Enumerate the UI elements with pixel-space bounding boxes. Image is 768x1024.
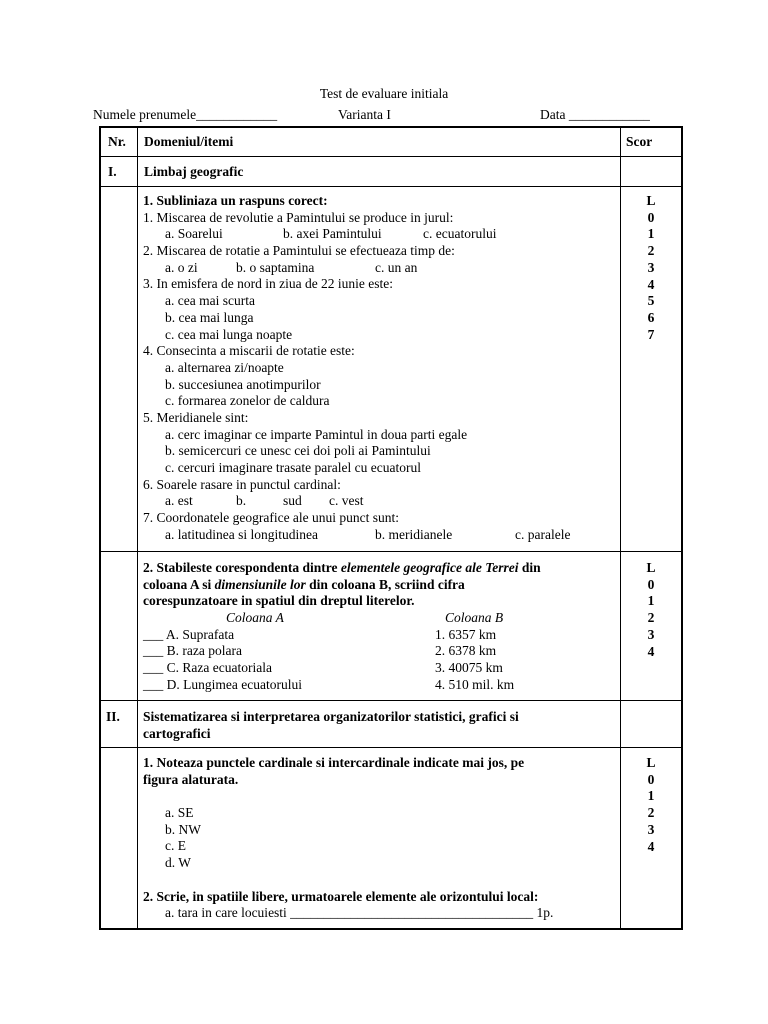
option: b. axei Pamintului — [283, 226, 382, 242]
score-value: L — [646, 755, 656, 770]
option: b. NW — [165, 821, 201, 837]
score-value: 4 — [647, 643, 655, 659]
score-value: 3 — [647, 259, 655, 275]
column-a-title: Coloana A — [226, 610, 284, 626]
section-nr: I. — [108, 164, 117, 179]
option: sud — [283, 493, 302, 509]
question-text: din coloana B, scriind cifra — [305, 576, 465, 592]
question-text: coloana A si — [143, 576, 215, 592]
option: b. — [236, 493, 247, 509]
option: a. alternarea zi/noapte — [165, 359, 284, 375]
column-a-item: ___ A. Suprafata — [143, 626, 235, 642]
date-field-label: Data ____________ — [540, 107, 650, 122]
score-value: 4 — [647, 838, 655, 854]
option: a. latitudinea si longitudinea — [165, 526, 318, 542]
column-a-item: ___ C. Raza ecuatoriala — [143, 660, 272, 676]
option: d. W — [165, 855, 191, 871]
option: a. SE — [165, 805, 194, 821]
question-text: corespunzatoare in spatiul din dreptul literelor. — [143, 593, 415, 609]
question-text: 5. Meridianele sint: — [143, 409, 249, 425]
section-title — [143, 709, 519, 742]
score-column — [622, 755, 680, 855]
question-text-emphasis: elementele geografice ale Terrei — [340, 560, 519, 575]
option: a. o zi — [165, 259, 198, 275]
score-value: L — [646, 193, 656, 208]
question-text-emphasis: dimensiunile lor — [214, 576, 306, 592]
question-block-1 — [143, 193, 571, 543]
section-nr: II. — [106, 709, 120, 724]
question-text: 3. In emisfera de nord in ziua de 22 iunie este: — [143, 276, 394, 292]
option: b. cea mai lunga — [165, 309, 254, 325]
section-title: Limbaj geografic — [144, 164, 244, 179]
question-text: 4. Consecinta a miscarii de rotatie este: — [143, 343, 355, 359]
score-value: 1 — [647, 788, 655, 804]
question-heading: 1. Subliniaza un raspuns corect: — [143, 193, 328, 208]
column-a-item: ___ D. Lungimea ecuatorului — [143, 676, 302, 692]
col-header-nr: Nr. — [108, 134, 126, 149]
score-column — [622, 560, 680, 660]
column-b-item: 4. 510 mil. km — [435, 676, 515, 692]
column-b-item: 1. 6357 km — [435, 626, 497, 642]
section-title-line: cartografici — [143, 725, 211, 741]
option: c. cea mai lunga noapte — [165, 326, 293, 342]
option: c. formarea zonelor de caldura — [165, 393, 330, 409]
option: c. E — [165, 838, 186, 854]
question-text: din — [518, 560, 541, 575]
option: b. succesiunea anotimpurilor — [165, 376, 321, 392]
column-b-item: 2. 6378 km — [435, 643, 497, 659]
question-text: figura alaturata. — [143, 771, 239, 787]
column-b-title: Coloana B — [445, 610, 504, 626]
question-text: 2. Stabileste corespondenta dintre — [143, 560, 341, 575]
score-column — [622, 193, 680, 343]
option: b. meridianele — [375, 526, 453, 542]
page-title: Test de evaluare initiala — [319, 86, 449, 101]
score-value: 7 — [647, 326, 655, 342]
option: a. cerc imaginar ce imparte Pamintul in doua parti egale — [165, 426, 468, 442]
variant-label: Varianta I — [338, 107, 391, 122]
score-value: 2 — [647, 243, 655, 259]
question-text: 1. Noteaza punctele cardinale si intercardinale indicate mai jos, pe — [143, 755, 525, 770]
option: b. o saptamina — [236, 259, 315, 275]
score-value: 0 — [647, 576, 655, 592]
score-value: 0 — [647, 209, 655, 225]
score-value: 2 — [647, 805, 655, 821]
question-text: 6. Soarele rasare in punctul cardinal: — [143, 476, 341, 492]
column-b-item: 3. 40075 km — [435, 660, 503, 676]
question-block-2 — [143, 560, 541, 694]
name-field-label: Numele prenumele____________ — [93, 107, 278, 122]
score-value: L — [646, 560, 656, 575]
col-header-domain: Domeniul/itemi — [144, 134, 234, 149]
option: c. ecuatorului — [423, 226, 497, 242]
option: c. paralele — [515, 526, 571, 542]
score-value: 1 — [647, 226, 655, 242]
option: c. un an — [375, 259, 418, 275]
answer-line: a. tara in care locuiesti ____________________________________ 1p. — [165, 905, 554, 921]
score-value: 2 — [647, 610, 655, 626]
option: a. est — [165, 493, 193, 509]
score-value: 6 — [647, 309, 655, 325]
question-text: 7. Coordonatele geografice ale unui punct sunt: — [143, 510, 400, 526]
score-value: 5 — [647, 293, 655, 309]
score-value: 3 — [647, 626, 655, 642]
score-value: 3 — [647, 821, 655, 837]
question-text: 1. Miscarea de revolutie a Pamintului se produce in jurul: — [143, 209, 454, 225]
question-text: 2. Scrie, in spatiile libere, urmatoarele elemente ale orizontului local: — [143, 888, 539, 904]
score-value: 4 — [647, 276, 655, 292]
column-a-item: ___ B. raza polara — [143, 643, 242, 659]
option: c. vest — [329, 493, 364, 509]
question-text: 2. Miscarea de rotatie a Pamintului se efectueaza timp de: — [143, 243, 455, 259]
score-value: 1 — [647, 593, 655, 609]
section-title-line: Sistematizarea si interpretarea organizatorilor statistici, grafici si — [143, 709, 519, 724]
option: a. Soarelui — [165, 226, 223, 242]
option: a. cea mai scurta — [165, 293, 255, 309]
option: b. semicercuri ce unesc cei doi poli ai Pamintului — [165, 443, 431, 459]
question-block-3 — [143, 755, 553, 922]
col-header-score: Scor — [626, 134, 653, 149]
option: c. cercuri imaginare trasate paralel cu ecuatorul — [165, 460, 421, 475]
score-value: 0 — [647, 771, 655, 787]
